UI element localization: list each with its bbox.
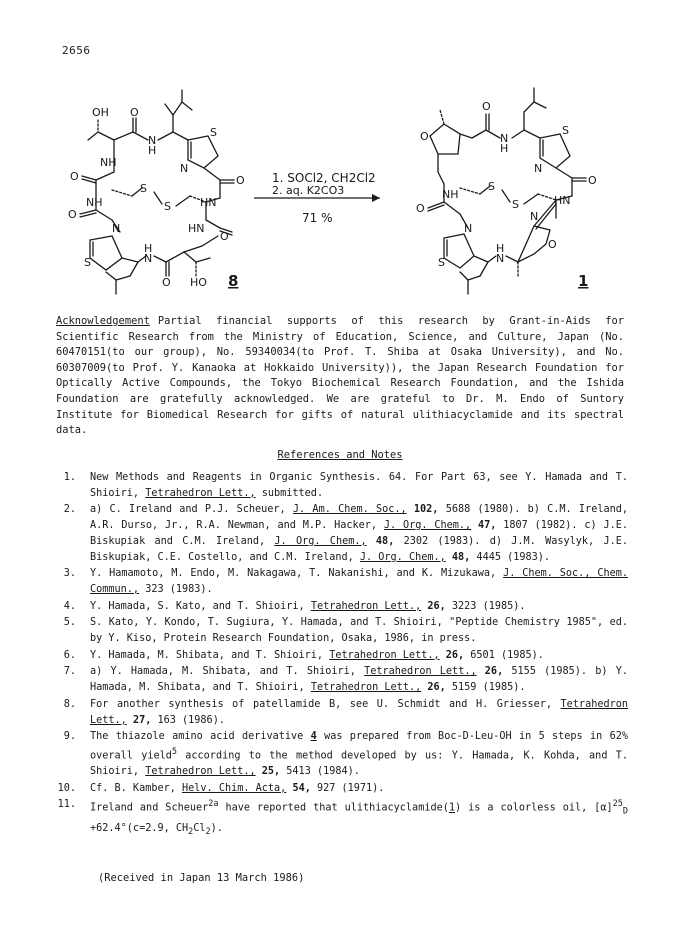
reference-text-segment: Y. Hamamoto, M. Endo, M. Nakagawa, T. Nakanishi, and K. Mizukawa,: [90, 568, 504, 580]
svg-text:O: O: [236, 174, 245, 187]
acknowledgement-text: Partial financial supports of this research by Grant-in-Aids for Scientific Research from the Ministry of Education, Science, and Culture, Japan (No. 60470151(to our group), No. 59340034(to Prof. T. Shiba at Osaka University), and No. 60307009(to Prof. Y. Kanaoka at Hokkaido University)), the Japan Research Foundation for Optically Active Compounds, the Tokyo Biochemical Research Foundation, and the Ishida Foundation are gratefully acknowledged. We are grateful to Dr. M. Endo of Suntory Institute for Biomedical Research for gifts of natural ulithiacyclamide and its spectral data.: [56, 315, 624, 437]
svg-text:S: S: [488, 180, 495, 193]
reference-number: 1.: [63, 472, 76, 483]
reference-text-segment: ).: [210, 822, 223, 834]
reference-item: [56, 664, 628, 695]
svg-text:HO: HO: [190, 276, 207, 289]
svg-text:S: S: [438, 256, 445, 269]
journal-citation: J. Org. Chem.,: [383, 520, 472, 532]
reference-text-segment: S. Kato, Y. Kondo, T. Sugiura, Y. Hamada, and T. Shioiri, "Peptide Chemistry 1985", ed. by Y. Kiso, Protein Research Foundation, Osaka, 1986, in press.: [90, 617, 628, 645]
svg-text:HN: HN: [554, 194, 571, 207]
reference-text-segment: 2: [205, 826, 211, 837]
svg-text:N: N: [464, 222, 473, 235]
reference-text-segment: 323 (1983).: [139, 583, 213, 595]
reference-text-segment: 5688 (1980). b) C.M. Ireland, A.R. Durso, Jr., R.A. Newman, and M.P. Hacker,: [90, 504, 628, 532]
reference-text-segment: 48,: [451, 551, 471, 563]
compound-number-8: 8: [228, 272, 239, 290]
acknowledgement-heading: Acknowledgement: [56, 315, 150, 327]
journal-citation: 1: [448, 802, 455, 814]
svg-text:H: H: [148, 144, 157, 157]
svg-text:NH: NH: [86, 196, 103, 209]
reference-text-segment: 47,: [477, 520, 497, 532]
reference-text: [90, 615, 628, 646]
reference-text-segment: 163 (1986).: [151, 714, 225, 726]
reference-text-segment: 25: [612, 799, 623, 810]
references-list: [56, 470, 628, 841]
svg-text:O: O: [68, 208, 77, 221]
reference-text: [90, 797, 628, 840]
svg-text:OH: OH: [92, 106, 109, 119]
svg-text:O: O: [482, 100, 491, 113]
journal-citation: Tetrahedron Lett.,: [310, 682, 422, 694]
reference-text-segment: 3223 (1985).: [445, 600, 526, 612]
reference-item: [56, 470, 628, 501]
reference-item: [56, 615, 628, 646]
svg-text:N: N: [496, 252, 505, 265]
reference-number: 5.: [63, 617, 76, 629]
svg-text:HN: HN: [200, 196, 217, 209]
svg-text:O: O: [220, 230, 229, 243]
svg-text:O: O: [548, 238, 557, 251]
reference-text: [90, 781, 628, 797]
svg-text:S: S: [164, 200, 171, 213]
reference-text: [90, 664, 628, 695]
journal-citation: Tetrahedron Lett.,: [329, 649, 440, 661]
reference-text-segment: 25,: [261, 766, 281, 778]
svg-text:S: S: [84, 256, 91, 269]
reference-text: [90, 470, 628, 501]
reference-text-segment: Ireland and Scheuer: [90, 802, 209, 814]
reference-text-segment: 26,: [445, 649, 465, 661]
svg-text:NH: NH: [100, 156, 117, 169]
reference-text: [90, 648, 628, 664]
reference-text: [90, 697, 628, 728]
svg-text:O: O: [416, 202, 425, 215]
svg-text:N: N: [500, 132, 509, 145]
reference-text-segment: 5159 (1985).: [445, 682, 526, 694]
svg-text:S: S: [210, 126, 217, 139]
reference-text-segment: For another synthesis of patellamide B, see U. Schmidt and H. Griesser,: [90, 698, 561, 710]
reference-text-segment: [367, 536, 376, 547]
reference-text-segment: according to the method developed by us: Y. Hamada, K. Kohda, and T. Shioiri,: [90, 750, 628, 778]
reference-text-segment: ) is a colorless oil, [α]: [455, 802, 613, 814]
reference-text-segment: 102,: [413, 504, 439, 516]
reference-text-segment: 26,: [427, 600, 446, 612]
reference-item: [56, 729, 628, 780]
svg-text:N: N: [180, 162, 189, 175]
journal-citation: Tetrahedron Lett.,: [90, 698, 628, 726]
reference-text-segment: 26,: [427, 682, 446, 694]
reference-text-segment: 4445 (1983).: [470, 551, 551, 563]
svg-text:H: H: [500, 142, 509, 155]
journal-citation: J. Am. Chem. Soc.,: [292, 504, 407, 516]
reference-item: [56, 566, 628, 597]
reference-text-segment: 54,: [292, 782, 311, 794]
reference-item: [56, 502, 628, 565]
reference-text-segment: a) C. Ireland and P.J. Scheuer,: [90, 504, 293, 516]
reference-text-segment: have reported that ulithiacyclamide(: [218, 802, 449, 814]
reference-text-segment: The thiazole amino acid derivative: [90, 731, 311, 743]
svg-text:O: O: [588, 174, 597, 187]
reference-item: [56, 697, 628, 728]
reference-text: [90, 599, 628, 615]
svg-text:O: O: [130, 106, 139, 119]
reference-text-segment: 5155 (1985). b) Y. Hamada, M. Shibata, and T. Shioiri,: [90, 666, 628, 694]
compound-number-1: 1: [578, 272, 589, 290]
reference-text-segment: New Methods and Reagents in Organic Synthesis. 64. For Part 63, see Y. Hamada and T. Shioiri,: [90, 472, 628, 499]
svg-text:O: O: [420, 130, 429, 143]
svg-text:H: H: [144, 242, 153, 255]
reference-text-segment: 2302 (1983). d) J.M. Wasylyk, J.E. Biskupiak, C.E. Costello, and C.M. Ireland,: [90, 535, 628, 563]
reference-text-segment: Cl: [193, 822, 206, 834]
reference-number: 8.: [63, 698, 76, 710]
reference-text-segment: Y. Hamada, M. Shibata, and T. Shioiri,: [90, 649, 330, 661]
reference-text-segment: 2a: [208, 799, 219, 810]
reaction-scheme-drawing: [40, 80, 640, 305]
reference-text-segment: Y. Hamada, S. Kato, and T. Shioiri,: [90, 600, 311, 612]
svg-text:S: S: [562, 124, 569, 137]
journal-citation: J. Chem. Soc., Chem. Commun.,: [90, 568, 628, 595]
reagents-line-2: 2. aq. K2CO3: [272, 184, 345, 197]
svg-text:O: O: [162, 276, 171, 289]
reference-text-segment: 927 (1971).: [310, 782, 385, 794]
journal-citation: 4: [310, 731, 317, 743]
reference-text-segment: 5: [171, 746, 177, 757]
reference-text-segment: 5413 (1984).: [280, 766, 360, 778]
reference-text-segment: 27,: [132, 714, 152, 726]
reference-text-segment: +62.4°(c=2.9, CH: [90, 822, 189, 834]
page-number: 2656: [62, 44, 91, 57]
svg-text:N: N: [530, 210, 539, 223]
reference-text-segment: [407, 504, 414, 515]
reference-item: [56, 599, 628, 615]
reagents-line-1: 1. SOCl2, CH2Cl2: [272, 171, 376, 185]
reference-text-segment: Cf. B. Kamber,: [90, 782, 183, 794]
reference-item: [56, 781, 628, 797]
reference-text-segment: 26,: [484, 666, 504, 678]
compound-8-structure: [80, 90, 234, 294]
svg-text:H: H: [496, 242, 505, 255]
journal-citation: J. Org. Chem.,: [274, 535, 367, 547]
reference-number: 3.: [63, 568, 76, 580]
journal-citation: J. Org. Chem.,: [359, 551, 446, 563]
reference-item: [56, 648, 628, 664]
svg-text:O: O: [70, 170, 79, 183]
reference-number: 7.: [63, 666, 76, 678]
svg-text:NH: NH: [442, 188, 459, 201]
reference-text-segment: was prepared from Boc-D-Leu-OH in 5 steps in 62% overall yield: [90, 731, 628, 762]
reference-text: [90, 502, 628, 565]
svg-text:N: N: [148, 134, 157, 147]
reference-text-segment: 1807 (1982). c) J.E. Biskupiak and C.M. Ireland,: [90, 520, 628, 547]
reference-text-segment: submitted.: [255, 487, 324, 499]
reference-text-segment: a) Y. Hamada, M. Shibata, and T. Shioiri,: [90, 666, 365, 678]
svg-text:N: N: [144, 252, 153, 265]
reference-text-segment: 6501 (1985).: [464, 649, 544, 661]
reference-text-segment: [477, 666, 485, 677]
reference-text-segment: 48,: [375, 535, 395, 547]
svg-text:HN: HN: [188, 222, 205, 235]
reference-item: [56, 797, 628, 840]
svg-text:N: N: [534, 162, 543, 175]
reference-number: 11.: [57, 799, 76, 811]
reference-number: 10.: [57, 782, 76, 794]
reference-text-segment: [471, 520, 478, 531]
journal-citation: Helv. Chim. Acta,: [182, 782, 287, 794]
acknowledgement-paragraph: [56, 314, 624, 439]
references-title: References and Notes: [277, 449, 403, 461]
reference-text-segment: 2: [188, 826, 194, 837]
journal-citation: Tetrahedron Lett.,: [364, 666, 477, 678]
reference-text-segment: D: [622, 806, 628, 817]
journal-citation: Tetrahedron Lett.,: [145, 487, 256, 499]
yield-label: 71 %: [302, 211, 333, 225]
reaction-scheme: [40, 80, 640, 305]
reference-number: 6.: [63, 649, 76, 661]
reference-text: [90, 729, 628, 780]
arrow-head-icon: [372, 194, 380, 202]
journal-citation: Tetrahedron Lett.,: [145, 766, 256, 778]
journal-citation: Tetrahedron Lett.,: [310, 600, 422, 612]
reference-number: 9.: [63, 731, 76, 743]
reference-text: [90, 566, 628, 597]
svg-text:S: S: [512, 198, 519, 211]
svg-text:N: N: [112, 222, 121, 235]
received-date: (Received in Japan 13 March 1986): [98, 872, 305, 884]
svg-text:S: S: [140, 182, 147, 195]
reference-number: 4.: [63, 600, 76, 612]
reference-number: 2.: [63, 504, 76, 516]
